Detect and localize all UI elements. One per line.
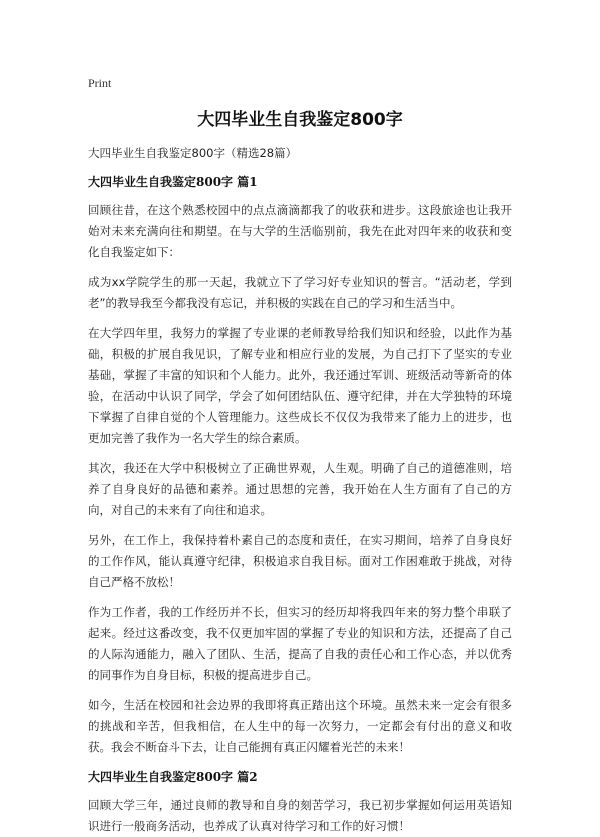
paragraph: 在大学四年里，我努力的掌握了专业课的老师教导给我们知识和经验，以此作为基础，积极的扩展自我见识，了解专业和相应行业的发展，为自己打下了坚实的专业基础，掌握了丰富的知识和个人能力。此外，我还通过军训、班级活动等新奇的体验，在活动中认识了同学，学会了如何团结队伍、遵守纪律，并在大学独特的环境下掌握了自律自觉的个人管理能力。这些成长不仅仅为我带来了能力上的进步，也更加完善了我作为一名大学生的综合素质。 bbox=[88, 326, 512, 445]
paragraph: 另外，在工作上，我保持着朴素自己的态度和责任，在实习期间，培养了自身良好的工作作风，能认真遵守纪律，积极追求自我目标。面对工作困难敢于挑战，对待自己严格不放松！ bbox=[88, 533, 512, 589]
print-link[interactable]: Print bbox=[88, 76, 112, 90]
paragraph: 成为xx学院学生的那一天起，我就立下了学习好专业知识的誓言。“活动老，学到老”的教导我至今都我没有忘记，并积极的实践在自己的学习和生活当中。 bbox=[88, 275, 512, 310]
section-heading-1: 大四毕业生自我鉴定800字 篇1 bbox=[88, 175, 258, 189]
document-subtitle: 大四毕业生自我鉴定800字（精选28篇） bbox=[88, 146, 298, 160]
paragraph: 其次，我还在大学中积极树立了正确世界观，人生观。明确了自己的道德准则，培养了自身良好的品德和素养。通过思想的完善，我开始在人生方面有了自己的方向，对自己的未来有了向往和追求。 bbox=[88, 461, 512, 517]
paragraph: 作为工作者，我的工作经历并不长，但实习的经历却将我四年来的努力整个串联了起来。经过这番改变，我不仅更加牢固的掌握了专业的知识和方法，还提高了自己的人际沟通能力，融入了团队、生活，提高了自我的责任心和工作心态，并以优秀的同事作为自身目标，积极的提高进步自己。 bbox=[88, 605, 512, 682]
section-heading-2: 大四毕业生自我鉴定800字 篇2 bbox=[88, 770, 258, 784]
paragraph: 回顾往昔，在这个熟悉校园中的点点滴滴都我了的收获和进步。这段旅途也让我开始对未来充满向往和期望。在与大学的生活临别前，我先在此对四年来的收获和变化自我鉴定如下： bbox=[88, 203, 512, 259]
paragraph: 回顾大学三年，通过良师的教导和自身的刻苦学习，我已初步掌握如何运用英语知识进行一般商务活动，也养成了认真对待学习和工作的好习惯！ bbox=[88, 798, 512, 833]
paragraph: 如今，生活在校园和社会边界的我即将真正踏出这个环境。虽然未来一定会有很多的挑战和辛苦，但我相信，在人生中的每一次努力，一定都会有付出的意义和收获。我会不断奋斗下去，让自己能拥有真正闪耀着光芒的未来！ bbox=[88, 698, 512, 754]
document-title: 大四毕业生自我鉴定800字 bbox=[197, 110, 403, 130]
